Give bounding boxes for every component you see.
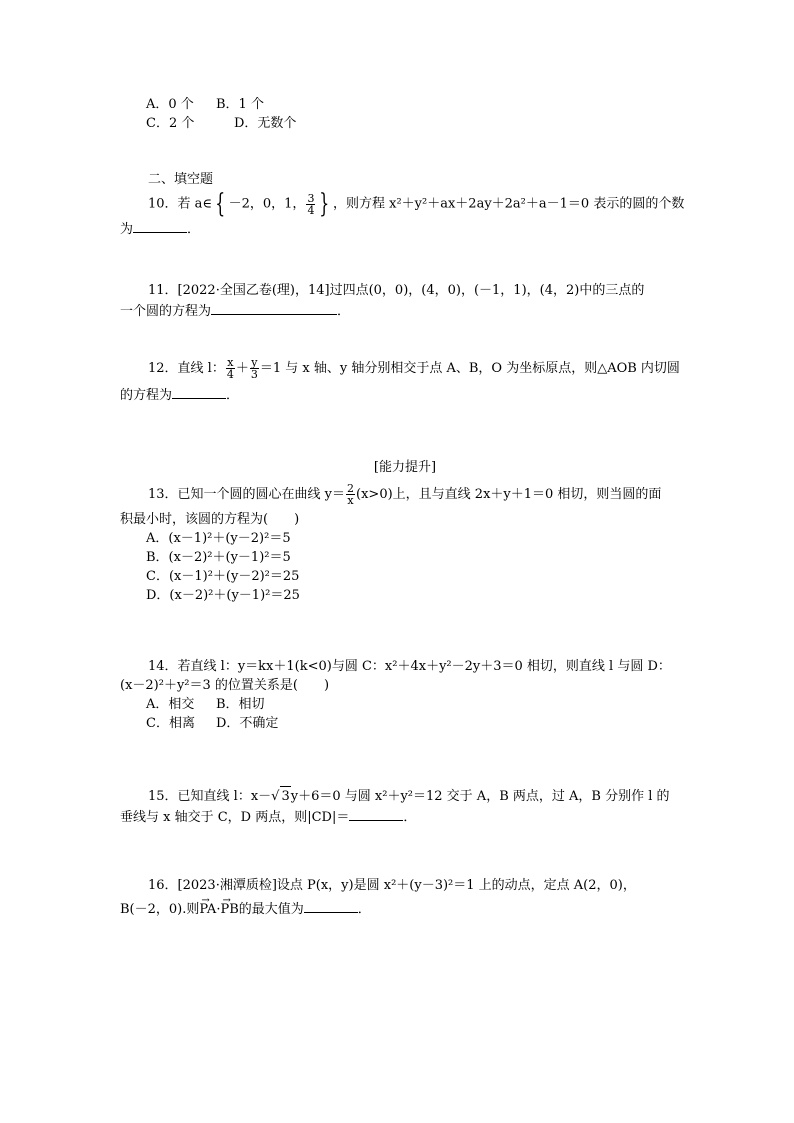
q13-frac-numerator: 2 bbox=[347, 482, 355, 495]
q12-frac2-denominator: 3 bbox=[250, 368, 258, 381]
question-13 bbox=[120, 480, 690, 605]
q10-line-2: 为 ． bbox=[120, 218, 690, 239]
question-12 bbox=[120, 354, 690, 405]
q12-frac1-denominator: 4 bbox=[226, 368, 234, 381]
q16-line-2: B(－2，0).则→ PA·→ PB的最大值为 ． bbox=[120, 898, 690, 919]
q10-answer-blank[interactable] bbox=[133, 218, 187, 233]
q12-fraction-x bbox=[226, 357, 235, 380]
question-14 bbox=[120, 657, 690, 733]
q16-dot-operator: · bbox=[216, 902, 221, 917]
q13-fraction bbox=[346, 483, 355, 506]
q9-option-d: D．无数个 bbox=[234, 116, 297, 131]
q14-option-row-1 bbox=[120, 695, 690, 714]
q11-line-1: 11．[2022·全国乙卷(理)，14]过四点(0，0)，(4，0)，(－1，1)，(4，2)中的三点的 bbox=[148, 283, 645, 298]
q15-sqrt-value: 3 bbox=[280, 786, 290, 806]
q13-prefix: 13．已知一个圆的圆心在曲线 y＝ bbox=[148, 487, 346, 502]
question-16 bbox=[120, 876, 690, 919]
question-11 bbox=[120, 281, 690, 321]
q13-line-2: 积最小时，该圆的方程为( ) bbox=[120, 512, 300, 527]
q13-line-1 bbox=[120, 480, 690, 510]
q12-line2-text: 的方程为 bbox=[120, 388, 173, 403]
section-ability-title: [能力提升] bbox=[373, 460, 437, 475]
q13-option-b: B．(x－2)²＋(y－1)²＝5 bbox=[146, 550, 291, 565]
q9-options bbox=[120, 95, 690, 133]
q9-option-a: A．0 个 bbox=[146, 97, 194, 112]
q12-statement: ＝1 与 x 轴、y 轴分别相交于点 A、B，O 为坐标原点，则△AOB 内切圆 bbox=[259, 361, 680, 376]
q13-option-c: C．(x－1)²＋(y－2)²＝25 bbox=[146, 569, 300, 584]
q9-option-row-2 bbox=[120, 114, 690, 133]
q14-option-d: D．不确定 bbox=[216, 716, 279, 731]
q11-line2-text: 一个圆的方程为 bbox=[120, 304, 212, 319]
q12-frac2-numerator: y bbox=[251, 356, 258, 369]
q14-line-1: 14．若直线 l：y＝kx＋1(k<0)与圆 C：x²＋4x＋y²－2y＋3＝0 相切，则直线 l 与圆 D： bbox=[148, 659, 671, 674]
q12-line-2: 的方程为 ． bbox=[120, 384, 690, 405]
section-fill-blank bbox=[120, 170, 690, 189]
q15-line-2: 垂线与 x 轴交于 C，D 两点，则|CD|＝ ． bbox=[120, 806, 690, 827]
q15-line2-text: 垂线与 x 轴交于 C，D 两点，则|CD|＝ bbox=[120, 810, 350, 825]
q12-frac1-numerator: x bbox=[227, 356, 234, 369]
q16-line-1: 16．[2023·湘潭质检]设点 P(x，y)是圆 x²＋(y－3)²＝1 上的动点，定点 A(2，0)， bbox=[148, 878, 636, 893]
q10-fraction bbox=[306, 193, 315, 216]
q14-option-b: B．相切 bbox=[216, 697, 265, 712]
q15-prefix: 15．已知直线 l：x－ bbox=[148, 789, 272, 804]
q11-line-2: 一个圆的方程为 ． bbox=[120, 300, 690, 321]
q10-prefix: 10．若 a∈ bbox=[148, 196, 213, 212]
q16-vector-pb: → PB bbox=[220, 900, 238, 919]
q12-prefix: 12．直线 l： bbox=[148, 361, 225, 376]
q14-line-2: (x－2)²＋y²＝3 的位置关系是( ) bbox=[120, 678, 330, 693]
q13-option-d: D．(x－2)²＋(y－1)²＝25 bbox=[146, 588, 300, 603]
q9-option-c: C．2 个 bbox=[146, 116, 195, 131]
q15-statement: y＋6＝0 与圆 x²＋y²＝12 交于 A，B 两点，过 A，B 分别作 l 的 bbox=[290, 789, 670, 804]
q11-answer-blank[interactable] bbox=[211, 300, 337, 315]
q16-prefix: B(－2，0).则 bbox=[120, 902, 200, 917]
sqrt-icon: √ bbox=[271, 789, 280, 804]
q13-option-a: A．(x－1)²＋(y－2)²＝5 bbox=[146, 531, 291, 546]
q14-option-row-2 bbox=[120, 714, 690, 733]
q12-fraction-y bbox=[250, 357, 259, 380]
right-brace-icon: } bbox=[319, 189, 330, 219]
q14-option-c: C．相离 bbox=[146, 716, 195, 731]
q12-line-1: 12．直线 l： $\frac{x}{4}$ ＋ $\frac{y}{3}$ ＝1 与 x 轴、y 轴分别相交于点 A、B，O 为坐标原点，则△AOB 内切圆 bbox=[148, 356, 680, 381]
section-title: 二、填空题 bbox=[148, 172, 214, 187]
q16-vector-pa: → PA bbox=[199, 900, 216, 919]
q16-answer-blank[interactable] bbox=[304, 898, 358, 913]
q10-set-items: －2，0，1， bbox=[228, 196, 306, 212]
left-brace-icon: { bbox=[215, 189, 226, 219]
q10-line2-text: 为 bbox=[120, 222, 134, 237]
q13-statement: (x>0)上，且与直线 2x＋y＋1＝0 相切，则当圆的面 bbox=[356, 487, 662, 502]
question-15 bbox=[120, 786, 690, 827]
q13-frac-denominator: x bbox=[347, 494, 354, 507]
q12-answer-blank[interactable] bbox=[172, 384, 226, 399]
q10-frac-numerator: 3 bbox=[307, 191, 315, 205]
q9-option-row-1 bbox=[120, 95, 690, 114]
q10-equation: ，则方程 x²＋y²＋ax＋2ay＋2a²＋a－1＝0 表示的圆的个数 bbox=[332, 196, 685, 212]
q9-option-b: B．1 个 bbox=[216, 97, 264, 112]
q15-line-1 bbox=[120, 786, 690, 806]
question-10 bbox=[120, 190, 690, 239]
q10-line-1 bbox=[120, 190, 690, 218]
q14-option-a: A．相交 bbox=[146, 697, 195, 712]
q10-frac-denominator: 4 bbox=[307, 203, 315, 217]
q16-suffix: 的最大值为 bbox=[238, 902, 304, 917]
section-ability bbox=[120, 458, 690, 477]
q15-answer-blank[interactable] bbox=[349, 806, 403, 821]
